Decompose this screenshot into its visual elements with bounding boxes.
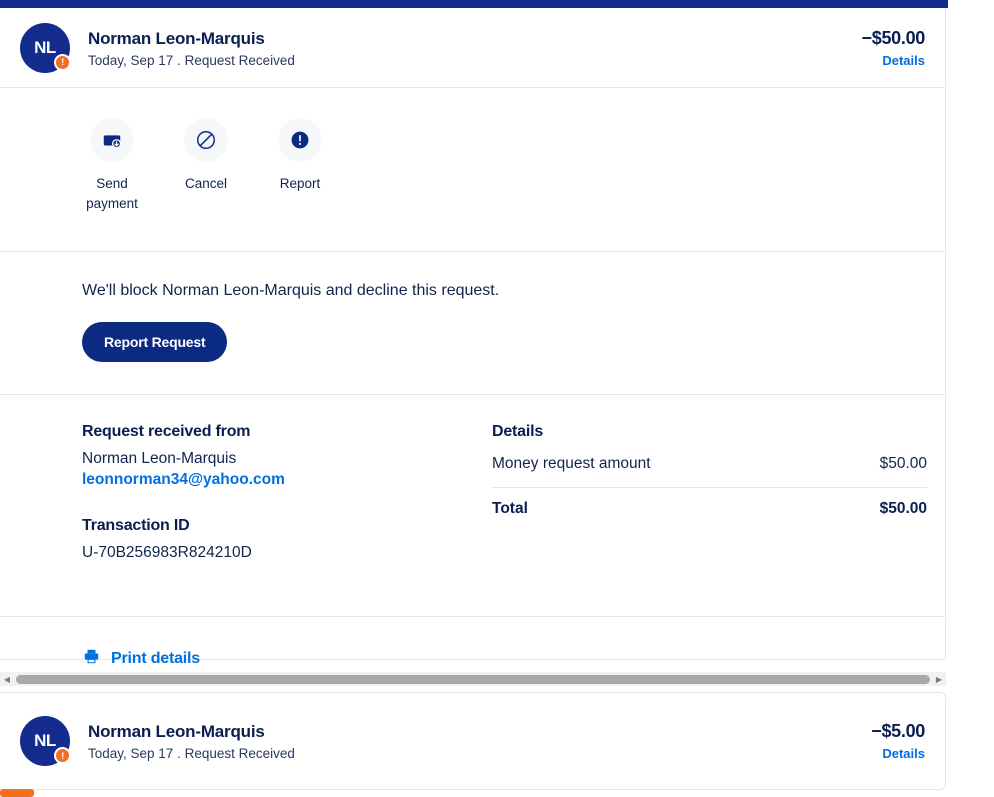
details-title: Details bbox=[492, 423, 544, 440]
report-confirmation-block bbox=[0, 252, 945, 395]
second-transaction-header-text bbox=[88, 721, 871, 761]
scroll-right-arrow-icon[interactable]: ▶ bbox=[935, 674, 943, 684]
transaction-header[interactable] bbox=[0, 8, 945, 88]
print-details-label: Print details bbox=[111, 650, 200, 667]
action-buttons-row bbox=[0, 88, 945, 252]
detail-row-label: Money request amount bbox=[492, 455, 651, 472]
printer-icon bbox=[82, 647, 101, 671]
detail-total-value: $50.00 bbox=[879, 500, 927, 517]
detail-row-value: $50.00 bbox=[879, 455, 927, 472]
second-transaction-amount: −$5.00 bbox=[871, 721, 925, 741]
transaction-header-text bbox=[88, 28, 862, 68]
info-right-column bbox=[492, 423, 945, 584]
transaction-info-section bbox=[0, 395, 945, 617]
avatar-initials: NL bbox=[34, 731, 56, 750]
action-send-payment[interactable] bbox=[82, 118, 142, 214]
horizontal-scrollbar[interactable] bbox=[0, 672, 946, 686]
cancel-icon bbox=[184, 118, 228, 162]
print-details-link[interactable] bbox=[0, 617, 945, 701]
avatar bbox=[20, 23, 70, 73]
top-bar bbox=[0, 0, 994, 8]
top-bar-right-gap bbox=[948, 0, 994, 8]
avatar bbox=[20, 716, 70, 766]
transaction-amount: −$50.00 bbox=[861, 27, 925, 48]
action-cancel-label: Cancel bbox=[184, 176, 228, 191]
request-from-email[interactable]: leonnorman34@yahoo.com bbox=[82, 471, 285, 488]
send-payment-icon bbox=[90, 118, 134, 162]
transaction-card-second[interactable] bbox=[0, 692, 946, 790]
second-transaction-details-link[interactable]: Details bbox=[882, 746, 925, 761]
avatar-badge-icon: ! bbox=[54, 747, 71, 764]
second-transaction-header[interactable] bbox=[0, 693, 945, 789]
detail-row-total bbox=[492, 500, 927, 518]
second-transaction-subtitle: Today, Sep 17 . Request Received bbox=[88, 746, 295, 761]
action-send-payment-label: Send payment bbox=[86, 176, 138, 211]
transaction-id-title: Transaction ID bbox=[82, 517, 190, 534]
transaction-name: Norman Leon-Marquis bbox=[88, 28, 265, 48]
transaction-id-value: U-70B256983R824210D bbox=[82, 544, 252, 561]
report-icon bbox=[278, 118, 322, 162]
scroll-left-arrow-icon[interactable]: ◀ bbox=[3, 674, 11, 684]
detail-total-label: Total bbox=[492, 500, 528, 517]
report-request-button[interactable]: Report Request bbox=[82, 322, 227, 362]
second-transaction-header-right bbox=[871, 721, 925, 761]
request-received-from-title: Request received from bbox=[82, 423, 251, 440]
action-report[interactable] bbox=[270, 118, 330, 194]
info-left-column bbox=[0, 423, 492, 584]
action-cancel[interactable] bbox=[176, 118, 236, 194]
avatar-badge-icon: ! bbox=[54, 54, 71, 71]
report-message: We'll block Norman Leon-Marquis and decline this request. bbox=[82, 282, 500, 299]
transaction-header-right bbox=[862, 28, 925, 68]
transaction-subtitle: Today, Sep 17 . Request Received bbox=[88, 52, 295, 68]
action-report-label: Report bbox=[279, 176, 321, 191]
transaction-card-expanded bbox=[0, 8, 946, 684]
detail-row bbox=[492, 455, 927, 488]
transaction-details-link[interactable]: Details bbox=[882, 52, 925, 68]
scrollbar-thumb[interactable] bbox=[16, 675, 930, 684]
second-transaction-name: Norman Leon-Marquis bbox=[88, 722, 265, 741]
request-from-name: Norman Leon-Marquis bbox=[82, 450, 237, 467]
avatar-initials: NL bbox=[34, 37, 56, 57]
bottom-accent-bar bbox=[0, 789, 34, 797]
